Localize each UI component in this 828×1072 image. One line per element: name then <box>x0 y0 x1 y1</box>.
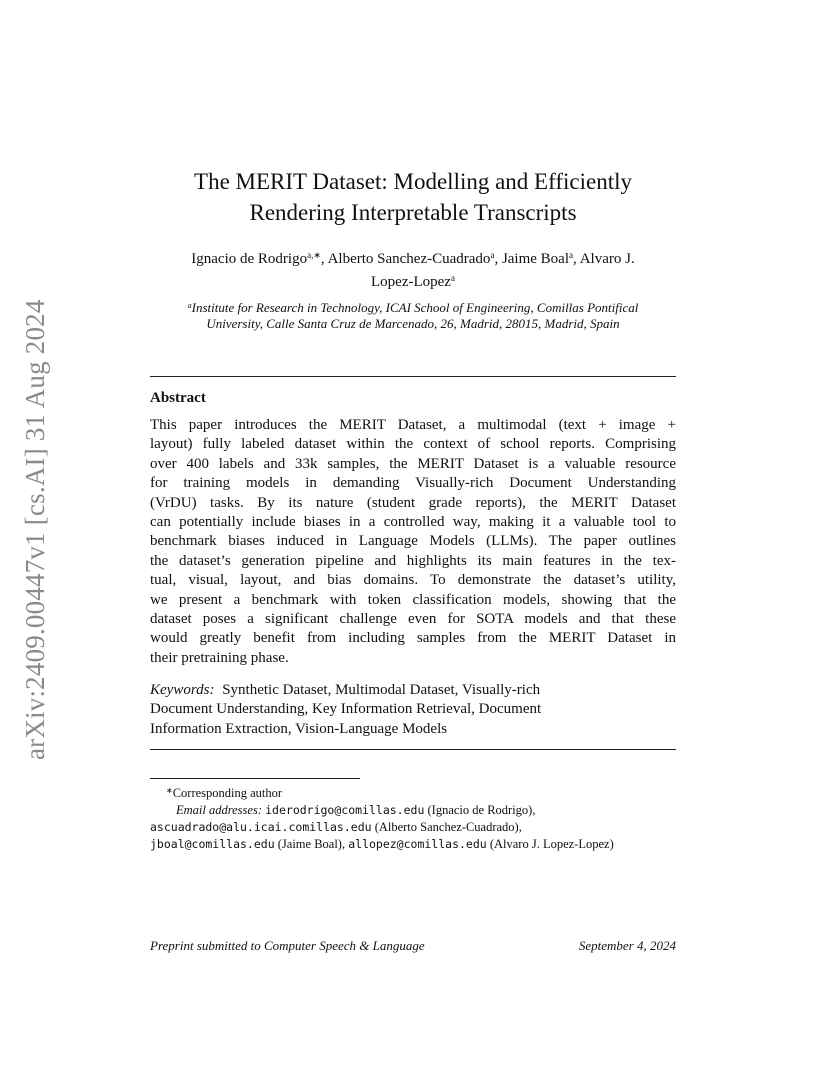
affiliation-line-2: University, Calle Santa Cruz de Marcenado, 26, Madrid, 28015, Madrid, Spain <box>206 316 620 331</box>
author-name: Jaime Boal <box>501 251 570 267</box>
keywords <box>150 681 676 739</box>
title-line-2: Rendering Interpretable Transcripts <box>249 200 577 225</box>
footnote-mark: ∗ <box>166 786 173 795</box>
abstract-line: layout) fully labeled dataset within the context of school reports. Comprising <box>150 436 676 453</box>
email-owner: (Alvaro J. Lopez-Lopez) <box>489 837 614 851</box>
abstract-line: for training models in demanding Visually-rich Document Understanding <box>150 475 676 492</box>
abstract-body <box>150 416 676 668</box>
abstract-line: (VrDU) tasks. By its nature (student grade reports), the MERIT Dataset <box>150 494 676 511</box>
abstract-heading: Abstract <box>150 390 206 406</box>
author-name: Alvaro J. <box>579 251 635 267</box>
title-line-1: The MERIT Dataset: Modelling and Efficiently <box>194 169 632 194</box>
author-name: Alberto Sanchez-Cuadrado <box>327 251 491 267</box>
abstract-top-rule <box>150 376 676 377</box>
abstract-line: would greatly benefit from including samples from the MERIT Dataset in <box>150 630 676 647</box>
abstract-line: This paper introduces the MERIT Dataset, a multimodal (text + image + <box>150 417 676 433</box>
keywords-label: Keywords: <box>150 682 215 698</box>
abstract-line: can potentially include biases in a controlled way, making it a valuable tool to <box>150 514 676 531</box>
abstract-line: the dataset’s generation pipeline and highlights its main features in the tex- <box>150 552 676 569</box>
footnotes <box>150 782 676 853</box>
author-affiliation-mark: a <box>450 273 455 283</box>
email-label: Email addresses: <box>176 803 262 817</box>
author-affiliation-mark: a <box>490 250 495 260</box>
email-owner: (Ignacio de Rodrigo), <box>427 803 536 817</box>
paper-title <box>150 166 676 228</box>
abstract-line: over 400 labels and 33k samples, the MERIT Dataset is a valuable resource <box>150 455 676 472</box>
author-affiliation-mark: a <box>569 250 574 260</box>
abstract-line: their pretraining phase. <box>150 649 289 666</box>
affiliation-line-1: Institute for Research in Technology, ICAI School of Engineering, Comillas Pontifical <box>191 300 639 315</box>
abstract-line: dataset poses a significant challenge even for SOTA models and that these <box>150 611 676 628</box>
author-name: Lopez-Lopez <box>371 274 451 290</box>
keywords-line: Information Extraction, Vision-Language Models <box>150 720 448 737</box>
footnote-rule <box>150 778 360 779</box>
keywords-line: Document Understanding, Key Information Retrieval, Document <box>150 701 542 718</box>
author-name: Ignacio de Rodrigo <box>191 251 308 267</box>
abstract-line: we present a benchmark with token classification models, showing that the <box>150 591 676 608</box>
email-address: iderodrigo@comillas.edu <box>265 803 425 817</box>
author-list: Ignacio de Rodrigo$^{a,∗}$, Alberto Sanchez-Cuadrado$^a$, Jaime Boal$^a$, Alvaro J. Lopez-Lopez$^a$ <box>191 250 635 290</box>
abstract-line: tual, visual, layout, and bias domains. To demonstrate the dataset’s utility, <box>150 572 676 589</box>
email-owner: (Alberto Sanchez-Cuadrado), <box>374 820 522 834</box>
preprint-note: Preprint submitted to Computer Speech & Language <box>150 938 425 953</box>
footer-date: September 4, 2024 <box>578 938 676 953</box>
affiliation-mark: a <box>187 301 192 310</box>
abstract-line: benchmark biases induced in Language Models (LLMs). The paper outlines <box>150 533 676 550</box>
author-affiliation-mark: a,∗ <box>307 250 321 260</box>
email-address: allopez@comillas.edu <box>348 837 487 851</box>
keywords-line: Synthetic Dataset, Multimodal Dataset, Visually-rich <box>222 682 541 698</box>
email-address: ascuadrado@alu.icai.comillas.edu <box>150 820 372 834</box>
abstract-bottom-rule <box>150 749 676 750</box>
corresponding-author-note: Corresponding author <box>172 786 283 800</box>
email-owner: (Jaime Boal), <box>277 837 346 851</box>
email-address: jboal@comillas.edu <box>150 837 275 851</box>
arxiv-identifier: arXiv:2409.00447v1 [cs.AI] 31 Aug 2024 <box>20 299 50 760</box>
affiliation <box>150 298 676 332</box>
